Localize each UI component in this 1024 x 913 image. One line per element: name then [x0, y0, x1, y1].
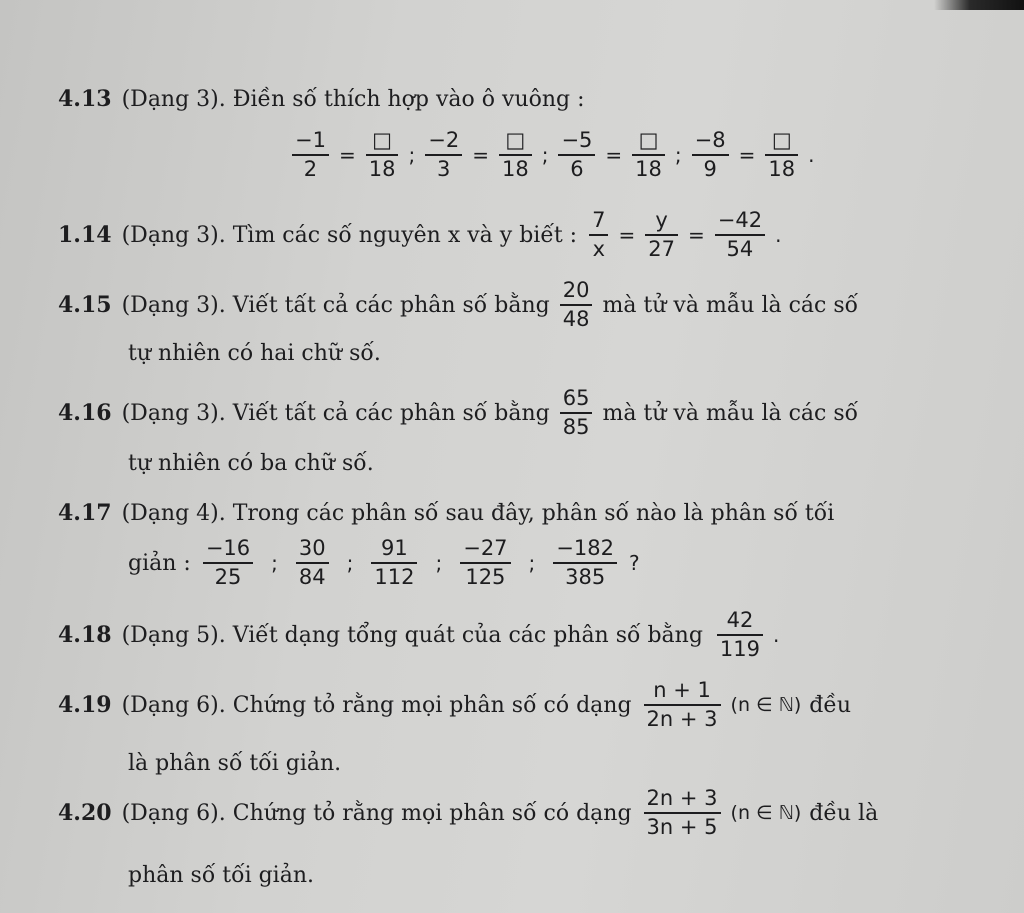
equals-sign: =: [472, 143, 489, 167]
problem-text: phân số tối giản.: [128, 862, 315, 888]
problem-text: (Dạng 6). Chứng tỏ rằng mọi phân số có dạng: [121, 692, 632, 718]
numerator-box: □: [505, 127, 526, 152]
problem-4-20-line2: [128, 840, 1024, 910]
problem-text: (Dạng 6). Chứng tỏ rằng mọi phân số có dạng: [121, 800, 632, 826]
problem-text: giản :: [128, 550, 191, 576]
numerator: 20: [562, 277, 590, 302]
problem-text: mà tử và mẫu là các số: [602, 292, 859, 318]
separator: ;: [408, 143, 416, 167]
fraction: [553, 537, 617, 589]
separator: ;: [271, 551, 278, 575]
problem-text: (Dạng 3). Viết tất cả các phân số bằng: [121, 292, 550, 318]
numerator-box: □: [771, 127, 792, 152]
denominator: 18: [768, 157, 796, 181]
numerator: −42: [717, 207, 763, 232]
fraction: [292, 129, 329, 181]
fraction: [589, 209, 608, 261]
separator: ;: [528, 551, 536, 575]
problem-text: tự nhiên có hai chữ số.: [128, 340, 381, 366]
problem-4-17-line2: [128, 528, 1024, 598]
denominator: 18: [501, 157, 529, 181]
denominator: x: [592, 237, 606, 261]
numerator: −182: [556, 535, 614, 560]
denominator: 3n + 5: [646, 815, 718, 839]
denominator: 18: [368, 157, 396, 181]
problem-number: 4.13: [58, 86, 112, 112]
separator: ;: [674, 143, 682, 167]
denominator: 48: [562, 307, 590, 331]
fraction: [692, 129, 729, 181]
denominator: 9: [703, 157, 717, 181]
problem-4-13-equations: [286, 120, 1024, 190]
fraction: [717, 609, 763, 661]
fraction: [644, 787, 721, 839]
numerator: 65: [562, 385, 590, 410]
denominator: 25: [214, 565, 242, 589]
problem-text: đều là: [809, 800, 879, 826]
separator: ;: [435, 551, 443, 575]
equals-sign: =: [738, 143, 756, 167]
denominator: 385: [565, 565, 606, 589]
period: .: [773, 623, 780, 647]
condition: (n ∈ ℕ): [730, 802, 802, 824]
problem-text: (Dạng 5). Viết dạng tổng quát của các phân số bằng: [121, 622, 703, 648]
problem-1-14: [58, 200, 1024, 270]
equals-sign: =: [687, 223, 705, 247]
numerator: 7: [592, 207, 606, 232]
numerator: y: [655, 207, 668, 232]
numerator-box: □: [372, 127, 393, 152]
numerator: 91: [381, 535, 408, 560]
denominator: 84: [298, 565, 326, 589]
problem-text: (Dạng 3). Viết tất cả các phân số bằng: [121, 400, 550, 426]
problem-text: đều: [809, 692, 852, 718]
problem-text: tự nhiên có ba chữ số.: [128, 450, 374, 476]
denominator: 18: [635, 157, 662, 181]
separator: ;: [346, 551, 354, 575]
fraction: [499, 129, 532, 181]
equals-sign: =: [338, 143, 356, 167]
numerator: −5: [561, 127, 593, 152]
denominator: 119: [719, 637, 761, 661]
denominator: 125: [465, 565, 506, 589]
problem-number: 4.17: [58, 500, 112, 526]
page-corner-shadow: [934, 0, 1024, 10]
denominator: 3: [437, 157, 451, 181]
numerator: −27: [463, 535, 508, 560]
numerator-box: □: [638, 127, 659, 152]
fraction: [371, 537, 417, 589]
problem-text: (Dạng 3). Điền số thích hợp vào ô vuông :: [121, 86, 585, 112]
fraction: [715, 209, 765, 261]
numerator: −16: [205, 535, 251, 560]
problem-4-20-line1: [58, 778, 1024, 848]
denominator: 6: [570, 157, 584, 181]
equals-sign: =: [618, 223, 636, 247]
question-mark: ?: [628, 551, 640, 575]
problem-4-18: [58, 600, 1024, 670]
problem-number: 4.15: [58, 292, 112, 318]
problem-number: 1.14: [58, 222, 112, 248]
fraction: [644, 679, 721, 731]
numerator: −1: [295, 127, 326, 152]
problem-text: (Dạng 3). Tìm các số nguyên x và y biết :: [121, 222, 578, 248]
numerator: −2: [428, 127, 460, 152]
fraction: [425, 129, 462, 181]
numerator: 42: [726, 607, 754, 632]
numerator: 30: [298, 535, 326, 560]
fraction: [460, 537, 510, 589]
numerator: 2n + 3: [646, 785, 718, 810]
problem-number: 4.16: [58, 400, 112, 426]
denominator: 85: [562, 415, 590, 439]
problem-number: 4.20: [58, 800, 112, 826]
problem-number: 4.19: [58, 692, 112, 718]
period: .: [775, 223, 782, 247]
equals-sign: =: [605, 143, 623, 167]
denominator: 2: [303, 157, 318, 181]
problem-text: mà tử và mẫu là các số: [602, 400, 859, 426]
separator: ;: [541, 143, 549, 167]
denominator: 54: [726, 237, 754, 261]
problem-number: 4.18: [58, 622, 112, 648]
problem-text: là phân số tối giản.: [128, 750, 342, 776]
fraction: [632, 129, 665, 181]
condition: (n ∈ ℕ): [730, 694, 802, 716]
period: .: [808, 143, 815, 167]
fraction: [645, 209, 678, 261]
denominator: 2n + 3: [646, 707, 718, 731]
fraction: [296, 537, 329, 589]
problem-text: (Dạng 4). Trong các phân số sau đây, phân số nào là phân số tối: [121, 500, 835, 526]
denominator: 112: [374, 565, 415, 589]
fraction: [366, 129, 399, 181]
fraction: [203, 537, 253, 589]
numerator: −8: [694, 127, 726, 152]
denominator: 27: [648, 237, 675, 261]
numerator: n + 1: [653, 677, 711, 702]
fraction: [765, 129, 798, 181]
fraction: [558, 129, 595, 181]
